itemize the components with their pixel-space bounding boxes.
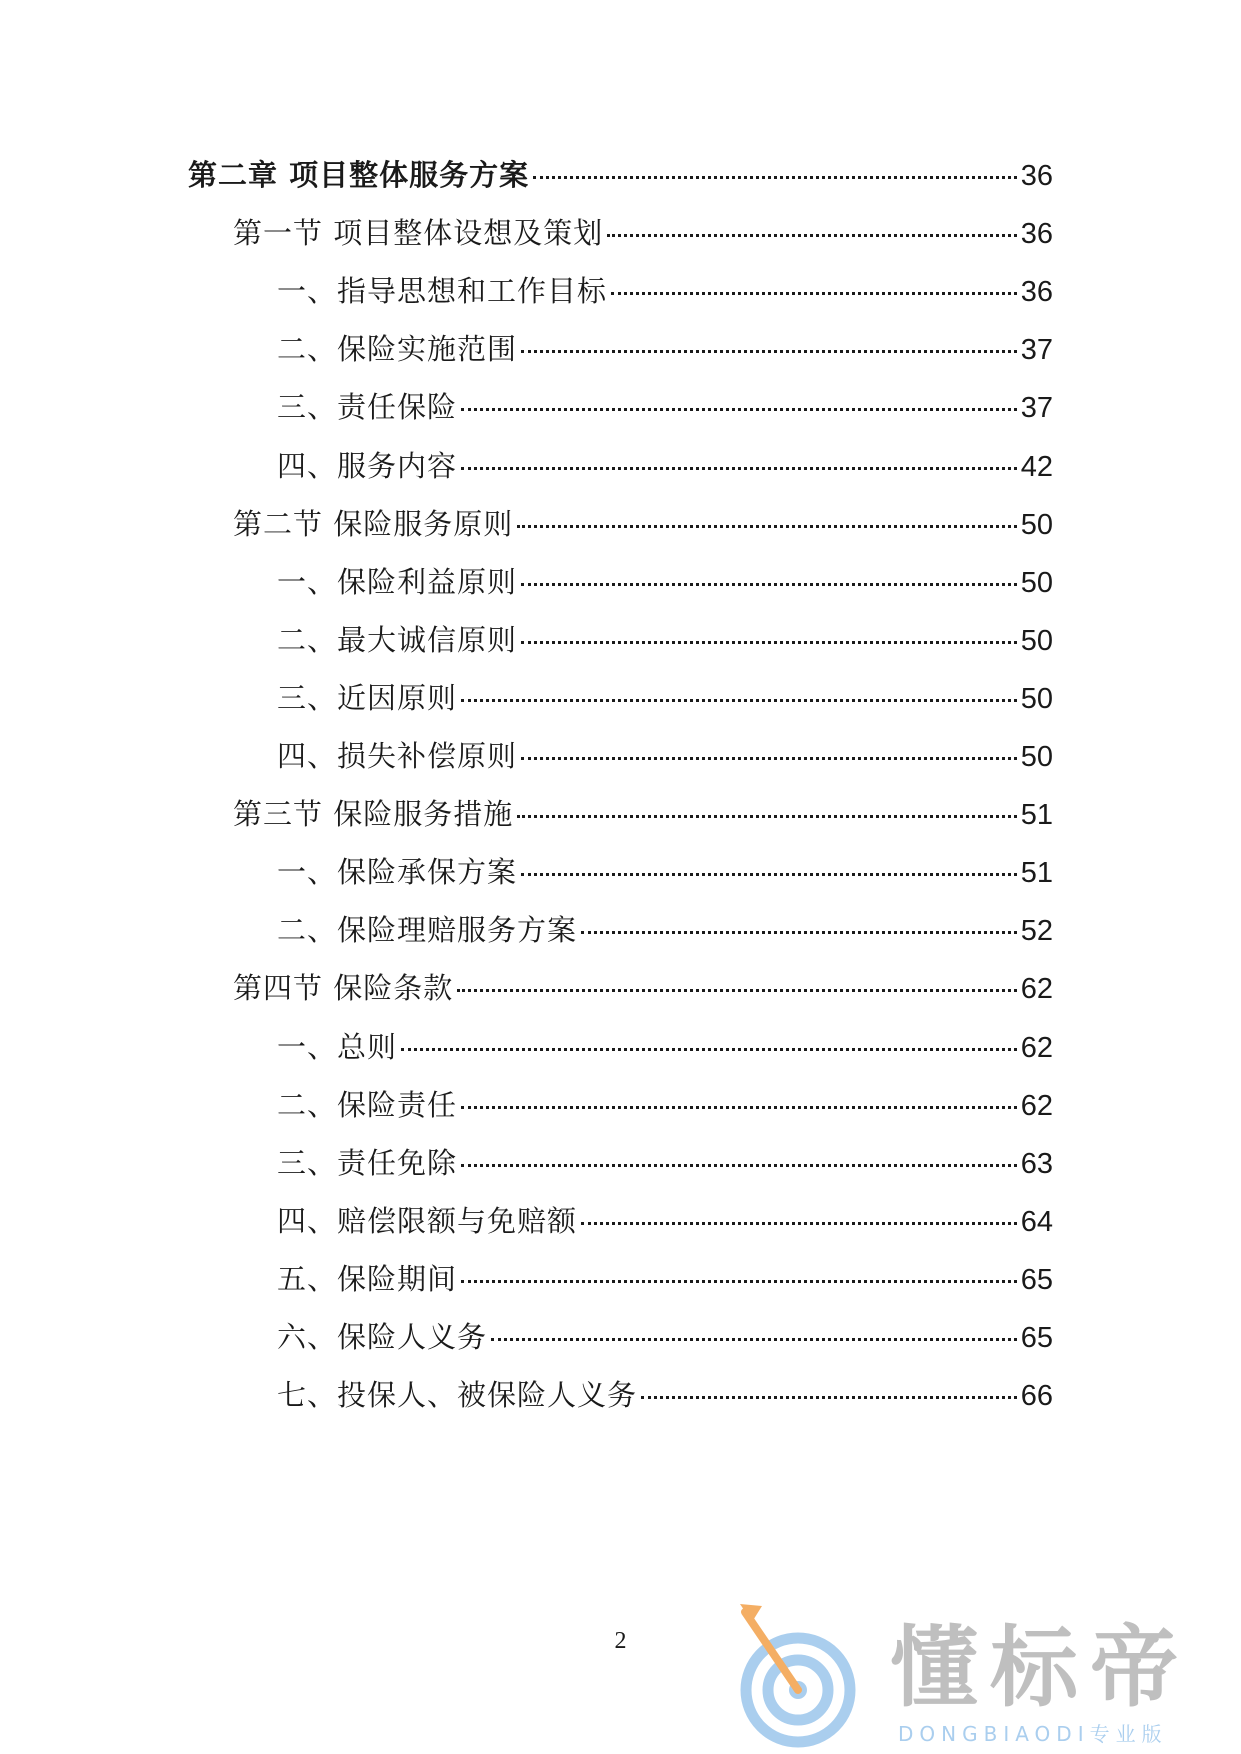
toc-entry-page: 52: [1020, 915, 1053, 948]
dot-leader: [611, 292, 1017, 295]
toc-entry-page: 51: [1020, 799, 1053, 832]
target-logo-icon: [740, 1590, 890, 1750]
toc-entry-page: 37: [1020, 392, 1053, 425]
toc-entry[interactable]: [188, 155, 1053, 195]
dot-leader: [491, 1338, 1017, 1341]
toc-entry-page: 62: [1020, 1031, 1053, 1064]
toc-entry-page: 36: [1020, 160, 1053, 192]
toc-entry[interactable]: [277, 678, 1053, 718]
watermark-subtext: DONGBIAODI专业版: [898, 1722, 1168, 1746]
toc-entry[interactable]: [277, 329, 1053, 369]
toc-entry-page: 50: [1020, 741, 1053, 773]
toc-entry-title: 七、投保人、被保险人义务: [277, 1378, 638, 1413]
dot-leader: [607, 234, 1017, 237]
toc-entry[interactable]: [277, 1259, 1053, 1299]
toc-entry[interactable]: [277, 736, 1053, 776]
toc-entry[interactable]: [277, 910, 1053, 950]
dot-leader: [461, 1280, 1017, 1283]
toc-entry-page: 65: [1020, 1322, 1053, 1354]
toc-entry-title: 二、保险理赔服务方案: [277, 913, 578, 948]
toc-entry[interactable]: [277, 620, 1053, 660]
toc-entry-title: 第一节 项目整体设想及策划: [233, 216, 604, 251]
toc-entry-page: 50: [1020, 624, 1053, 657]
toc-entry-page: 63: [1020, 1147, 1053, 1180]
toc-entry[interactable]: [233, 794, 1053, 834]
toc-entry-page: 50: [1020, 508, 1053, 541]
dot-leader: [521, 757, 1017, 760]
toc-entry[interactable]: [277, 1143, 1053, 1183]
dot-leader: [401, 1048, 1017, 1051]
toc-entry-title: 第二节 保险服务原则: [233, 506, 514, 541]
dot-leader: [521, 873, 1017, 876]
toc-entry[interactable]: [233, 213, 1053, 253]
toc-entry-title: 六、保险人义务: [277, 1320, 488, 1354]
toc-entry-title: 二、保险责任: [277, 1087, 458, 1122]
toc-entry[interactable]: [277, 271, 1053, 311]
toc-entry[interactable]: [277, 387, 1053, 427]
dot-leader: [461, 1106, 1017, 1109]
toc-entry-page: 66: [1020, 1380, 1053, 1413]
dot-leader: [533, 176, 1017, 179]
toc-entry-title: 三、近因原则: [277, 680, 458, 715]
dot-leader: [457, 989, 1017, 992]
dot-leader: [461, 699, 1017, 702]
toc-entry[interactable]: [277, 1317, 1053, 1357]
toc-entry-page: 64: [1020, 1205, 1053, 1238]
dot-leader: [461, 408, 1017, 411]
toc-entry-title: 一、指导思想和工作目标: [277, 274, 608, 309]
toc-entry-page: 50: [1020, 682, 1053, 715]
dot-leader: [461, 467, 1017, 470]
toc-entry[interactable]: [277, 1201, 1053, 1241]
toc-entry[interactable]: [233, 504, 1053, 544]
watermark-text: 懂标帝: [890, 1616, 1191, 1719]
dot-leader: [641, 1396, 1017, 1399]
toc-entry-title: 五、保险期间: [277, 1261, 458, 1296]
toc-entry-page: 51: [1020, 857, 1053, 890]
dot-leader: [517, 815, 1017, 818]
dot-leader: [517, 525, 1017, 528]
toc-entry-page: 36: [1020, 276, 1053, 309]
dot-leader: [581, 931, 1017, 934]
toc-entry-page: 65: [1020, 1263, 1053, 1296]
toc-entry-page: 36: [1020, 218, 1053, 251]
toc-entry-title: 四、损失补偿原则: [277, 739, 518, 773]
toc-entry-title: 一、保险承保方案: [277, 855, 518, 890]
dot-leader: [521, 350, 1017, 353]
toc-entry-page: 62: [1020, 973, 1053, 1006]
toc-entry[interactable]: [233, 968, 1053, 1008]
toc-entry-title: 第四节 保险条款: [233, 971, 454, 1006]
watermark: [740, 1590, 1230, 1750]
toc-entry[interactable]: [277, 1375, 1053, 1415]
toc-entry[interactable]: [277, 446, 1053, 486]
toc-entry-title: 一、保险利益原则: [277, 564, 518, 599]
toc-entry[interactable]: [277, 852, 1053, 892]
toc-entry-title: 三、责任保险: [277, 390, 458, 425]
toc-entry-page: 62: [1020, 1089, 1053, 1122]
toc-entry-title: 第二章 项目整体服务方案: [188, 158, 530, 192]
toc-entry-title: 三、责任免除: [277, 1145, 458, 1180]
toc-entry-title: 二、保险实施范围: [277, 332, 518, 367]
toc-entry[interactable]: [277, 1027, 1053, 1067]
toc-entry-title: 四、赔偿限额与免赔额: [277, 1203, 578, 1238]
toc-entry-page: 50: [1020, 566, 1053, 599]
toc-entry-page: 37: [1020, 334, 1053, 367]
toc-entry-title: 一、总则: [277, 1029, 398, 1064]
toc-entry-title: 二、最大诚信原则: [277, 622, 518, 657]
toc-entry[interactable]: [277, 1085, 1053, 1125]
toc-entry-title: 第三节 保险服务措施: [233, 797, 514, 832]
dot-leader: [521, 641, 1017, 644]
toc-entry-page: 42: [1020, 450, 1053, 483]
toc-entry[interactable]: [277, 562, 1053, 602]
dot-leader: [581, 1222, 1017, 1225]
dot-leader: [461, 1164, 1017, 1167]
dot-leader: [521, 583, 1017, 586]
toc-entry-title: 四、服务内容: [277, 448, 458, 483]
page-number: 2: [614, 1628, 627, 1654]
